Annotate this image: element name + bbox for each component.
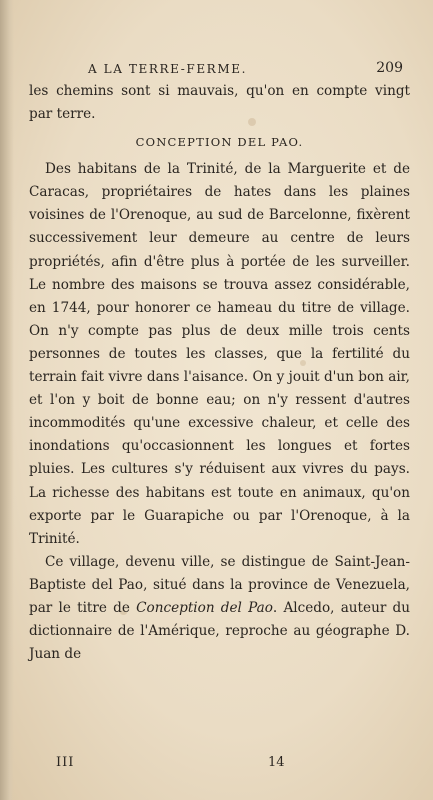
section-heading: CONCEPTION DEL PAO. bbox=[135, 135, 304, 150]
paragraph-2-text-start: Ce village, devenu ville, se distingue de Saint-Jean-Baptiste del Pao, situé dans la province de Venezuela, par le titre de bbox=[29, 553, 410, 616]
paragraph-1: Des habitans de la Trinité, de la Marguerite et de Caracas, propriétaires de hates dans les plaines voisines de l'Orenoque, au sud de Barcelonne, fixèrent successivement leur demeure au centre de leurs propriétés, afin d'être plus à portée de les surveiller. Le nombre des maisons se trouva assez considérable, en 1744, pour honorer ce hameau du titre de village. On n'y compte pas plus de deux mille trois cents personnes de toutes les classes, que la fertilité du terrain fait vivre dans l'aisance. On y jouit d'un bon air, et l'on y boit de bonne eau; on n'y ressent d'autres incommodités qu'une excessive chaleur, et celle des inondations qu'occasionnent les longues et fortes pluies. Les cultures s'y réduisent aux vivres du pays. La richesse des habitans est toute en animaux, qu'on exporte par le Guarapiche ou par l'Orenoque, à la Trinité. bbox=[29, 161, 410, 547]
body-text bbox=[29, 80, 410, 666]
paragraph-2-italic-title: Conception del Pao bbox=[136, 599, 273, 616]
running-head bbox=[38, 62, 403, 80]
signature-mark: III bbox=[56, 755, 75, 770]
running-title: A LA TERRE-FERME. bbox=[88, 62, 247, 76]
opening-line: les chemins sont si mauvais, qu'on en compte vingt par terre. bbox=[29, 83, 410, 123]
page-number: 209 bbox=[376, 60, 403, 76]
page-footer bbox=[56, 755, 316, 773]
paragraph-2-text-end: . Alcedo, auteur du dictionnaire de l'Amérique, reproche au géographe D. Juan de bbox=[29, 599, 410, 663]
binding-gutter bbox=[0, 0, 14, 800]
paragraph-2 bbox=[29, 551, 410, 666]
signature-number: 14 bbox=[268, 755, 285, 770]
